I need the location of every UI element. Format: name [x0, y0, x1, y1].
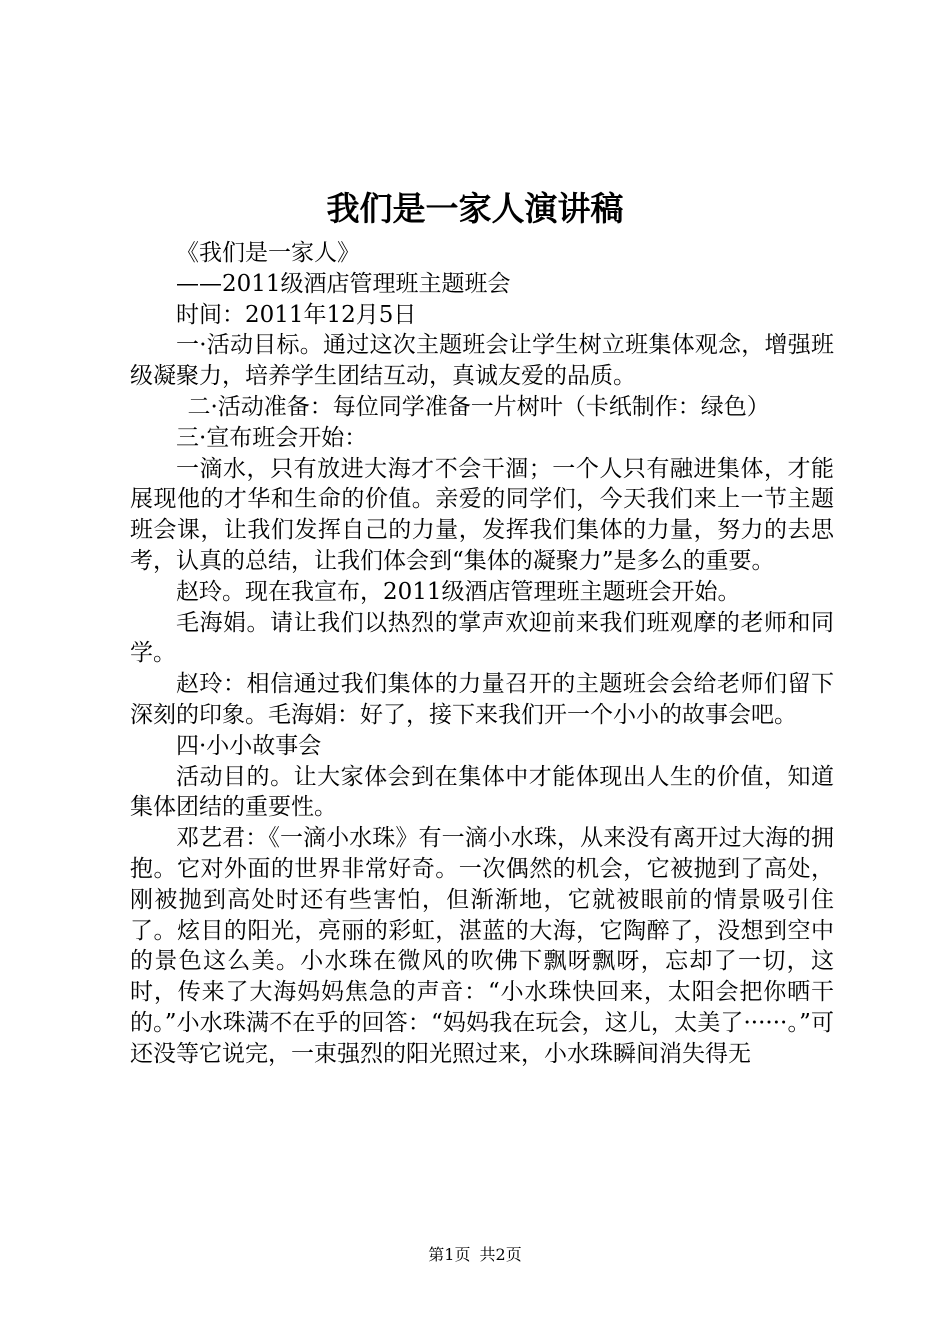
page-number: 第1页 — [428, 1245, 471, 1264]
paragraph-opening-speech: 一滴水，只有放进大海才不会干涸；一个人只有融进集体，才能展现他的才华和生命的价值。亲爱的同学们，今天我们来上一节主题班会课，让我们发挥自己的力量，发挥我们集体的力量，努力的去思考，认真的总结，让我们体会到“集体的凝聚力”是多么的重要。 — [130, 455, 834, 574]
paragraph-event-name: ——2011级酒店管理班主题班会 — [176, 270, 511, 297]
paragraph-activity-purpose: 活动目的。让大家体会到在集体中才能体现出人生的价值，知道集体团结的重要性。 — [130, 763, 834, 821]
paragraph-story: 邓艺君：《一滴小水珠》有一滴小水珠，从来没有离开过大海的拥抱。它对外面的世界非常好奇。一次偶然的机会，它被抛到了高处，刚被抛到高处时还有些害怕，但渐渐地，它就被眼前的情景吸引住了。炫目的阳光，亮丽的彩虹，湛蓝的大海，它陶醉了，没想到空中的景色这么美。小水珠在微风的吹佛下飘呀飘呀，忘却了一切，这时，传来了大海妈妈焦急的声音：“小水珠快回来，太阳会把你晒干的。”小水珠满不在乎的回答：“妈妈我在玩会，这儿，太美了······。”可还没等它说完，一束强烈的阳光照过来，小水珠瞬间消失得无 — [130, 825, 834, 1067]
paragraph-zhao-mao-dialogue: 赵玲：相信通过我们集体的力量召开的主题班会会给老师们留下深刻的印象。毛海娟：好了，接下来我们开一个小小的故事会吧。 — [130, 671, 834, 728]
paragraph-zhao-announce: 赵玲。现在我宣布，2011级酒店管理班主题班会开始。 — [176, 578, 741, 605]
paragraph-objective: 一·活动目标。通过这次主题班会让学生树立班集体观念，增强班级凝聚力，培养学生团结互动，真诚友爱的品质。 — [130, 332, 834, 390]
paragraph-section-three: 三·宣布班会开始： — [176, 424, 368, 451]
paragraph-date: 时间：2011年12月5日 — [176, 301, 417, 328]
page-total: 共2页 — [479, 1245, 522, 1264]
paragraph-mao-welcome: 毛海娟。请让我们以热烈的掌声欢迎前来我们班观摩的老师和同学。 — [130, 609, 834, 667]
paragraph-preparation: 二·活动准备：每位同学准备一片树叶（卡纸制作：绿色） — [187, 393, 770, 420]
page-title: 我们是一家人演讲稿 — [326, 189, 624, 228]
document-body — [130, 238, 834, 1070]
paragraph-section-four: 四·小小故事会 — [176, 732, 322, 759]
paragraph-subtitle: 《我们是一家人》 — [176, 240, 360, 266]
page-footer — [0, 1244, 950, 1266]
